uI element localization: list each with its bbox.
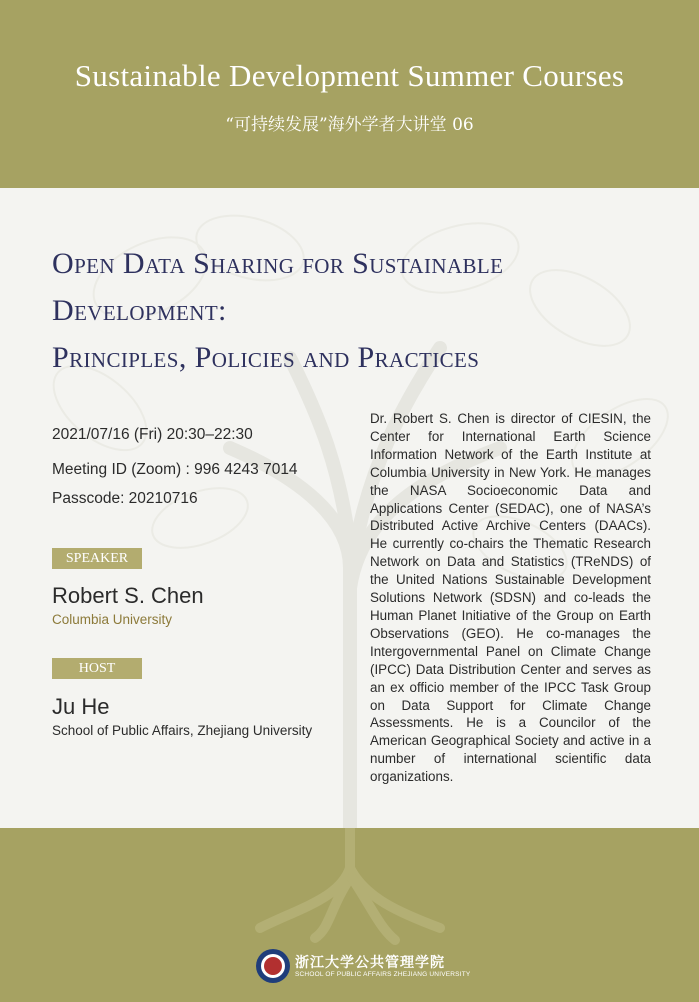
speaker-badge: SPEAKER bbox=[52, 548, 142, 569]
university-emblem-icon bbox=[255, 948, 291, 984]
footer-banner bbox=[0, 828, 699, 1002]
school-logo bbox=[255, 948, 471, 986]
talk-title-line-2: Development: bbox=[52, 294, 227, 327]
talk-title-line-3: Principles, Policies and Practices bbox=[52, 341, 480, 374]
speaker-name: Robert S. Chen bbox=[52, 583, 204, 608]
school-name-en: SCHOOL OF PUBLIC AFFAIRS ZHEJIANG UNIVERSITY bbox=[295, 971, 471, 978]
host-name: Ju He bbox=[52, 694, 110, 719]
host-affiliation: School of Public Affairs, Zhejiang University bbox=[52, 723, 313, 738]
meeting-id: Meeting ID (Zoom) : 996 4243 7014 bbox=[52, 461, 298, 478]
talk-title bbox=[52, 240, 672, 381]
speaker-affiliation: Columbia University bbox=[52, 612, 173, 627]
header-banner bbox=[0, 0, 699, 188]
course-series-subtitle: “可持续发展”海外学者大讲堂 06 bbox=[225, 115, 474, 135]
course-series-title: Sustainable Development Summer Courses bbox=[74, 58, 625, 93]
school-name-cn: 浙江大学公共管理学院 bbox=[295, 955, 445, 971]
event-datetime: 2021/07/16 (Fri) 20:30–22:30 bbox=[52, 426, 253, 443]
passcode: Passcode: 20210716 bbox=[52, 490, 198, 507]
talk-title-line-1: Open Data Sharing for Sustainable bbox=[52, 247, 504, 280]
content-area bbox=[0, 188, 699, 828]
host-badge: HOST bbox=[52, 658, 142, 679]
speaker-bio: Dr. Robert S. Chen is director of CIESIN, the Center for International Earth Science Information Network of the Earth Institute at Columbia University in New York. He manages the NASA Socioeconomic Data and Applications Center (SEDAC), one of NASA’s Distributed Active Archive Centers (DAACs). He currently co-chairs the Thematic Research Network on Data and Statistics (TReNDS) of the United Nations Sustainable Development Solutions Network (SDSN) and co-leads the Human Planet Initiative of the Group on Earth Observations (GEO). He co-manages the Intergovernmental Panel on Climate Change (IPCC) Data Distribution Center and serves as an ex officio member of the IPCC Task Group on Data Support for Climate Change Assessments. He is a Councilor of the American Geographical Society and active in a number of international scientific data organizations. bbox=[370, 411, 651, 785]
